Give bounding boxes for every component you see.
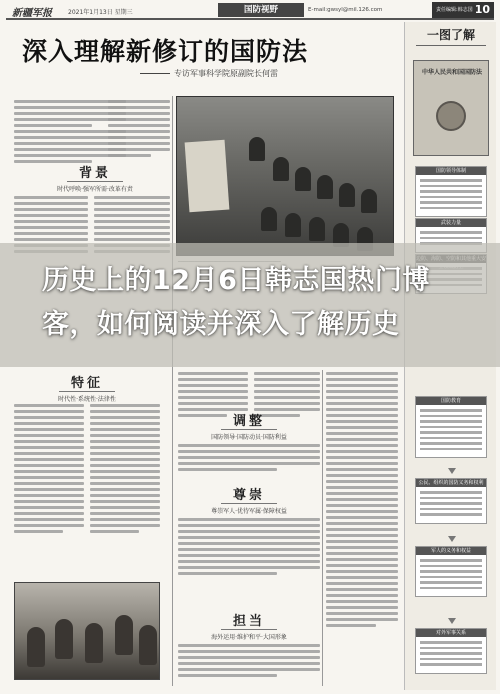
title-overlay xyxy=(0,243,500,367)
national-emblem-icon xyxy=(436,101,466,131)
secondary-photo xyxy=(14,582,160,680)
article-text-block xyxy=(326,372,398,630)
article-text-block xyxy=(178,444,320,474)
main-photo xyxy=(176,96,394,256)
sidebar-box: 国防教育 xyxy=(415,396,487,458)
law-book-cover: 中华人民共和国国防法 xyxy=(413,60,489,156)
masthead xyxy=(6,2,494,20)
page-editor-label: 责任编辑:韩志国 xyxy=(436,7,473,13)
overlay-title: 历史上的12月6日韩志国热门博客，如何阅读并深入了解历史 xyxy=(42,265,430,340)
sidebar-box: 公民、组织的国防义务和权利 xyxy=(415,478,487,524)
article-headline: 深入理解新修订的国防法 xyxy=(22,37,309,66)
article-text-block xyxy=(14,404,84,536)
sidebar-title: 一图了解 xyxy=(405,26,497,46)
sidebar-box: 武装力量 xyxy=(415,218,487,253)
sidebar-box: 军人的义务和权益 xyxy=(415,546,487,597)
page-number: 10 xyxy=(474,3,490,16)
section-heading: 特征 时代性·系统性·法律性 xyxy=(14,372,160,403)
article-text-block xyxy=(108,100,170,160)
article-byline: 专访军事科学院原副院长何雷 xyxy=(140,68,278,79)
section-heading: 担当 海外运用·维护和平·大国形象 xyxy=(178,610,320,641)
section-heading: 调整 国防领导·国防动员·国防利益 xyxy=(178,410,320,441)
editor-email: E-mail:gwsyl@mil.126.com xyxy=(308,7,383,13)
sidebar-box: 国防领导体制 xyxy=(415,166,487,217)
newspaper-logo: 新疆军报 xyxy=(12,8,52,19)
section-name: 国防视野 xyxy=(218,3,304,17)
article-text-block xyxy=(178,644,320,680)
section-heading: 尊崇 尊崇军人·优待军属·保障权益 xyxy=(178,484,320,515)
sidebar-box: 对外军事关系 xyxy=(415,628,487,674)
page-number-box xyxy=(432,2,494,18)
article-text-block xyxy=(178,518,320,578)
issue-date: 2021年1月13日 星期三 xyxy=(68,9,133,16)
article-text-block xyxy=(90,404,160,536)
section-heading: 背景 时代呼唤·强军所需·改革有责 xyxy=(30,162,160,193)
